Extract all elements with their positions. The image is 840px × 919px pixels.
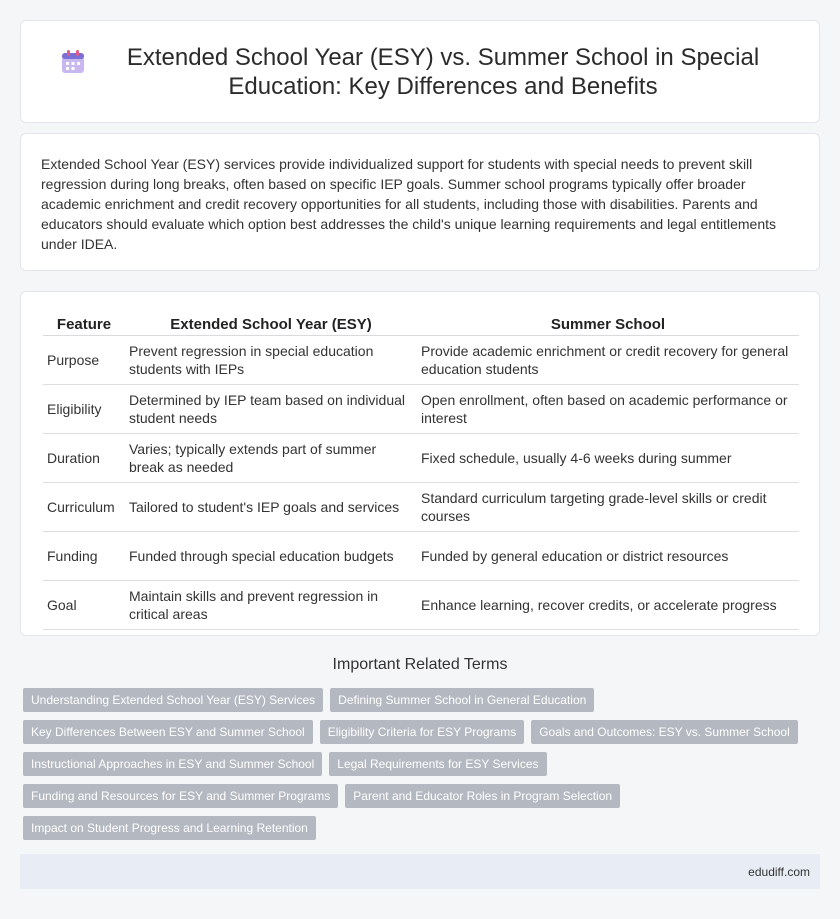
table-row (43, 483, 799, 532)
comparison-table (43, 310, 799, 630)
tag-row (23, 784, 823, 808)
cell-summer: Provide academic enrichment or credit recovery for general education students (417, 336, 799, 385)
cell-esy: Tailored to student's IEP goals and services (125, 483, 417, 532)
cell-esy: Determined by IEP team based on individual student needs (125, 385, 417, 434)
intro-text: Extended School Year (ESY) services provide individualized support for students with special needs to prevent skill regression during long breaks, often based on specific IEP goals. Summer school programs typically offer broader academic enrichment and credit recovery opportunities for all students, including those with disabilities. Parents and educators should evaluate which option best addresses the child's unique learning requirements and legal entitlements under IDEA. (41, 156, 777, 252)
header-feature: Feature (43, 310, 125, 336)
page-title: Extended School Year (ESY) vs. Summer School in Special Education: Key Differences and Benefits (126, 43, 760, 100)
cell-summer: Open enrollment, often based on academic performance or interest (417, 385, 799, 434)
related-term-tag[interactable]: Key Differences Between ESY and Summer School (23, 720, 313, 744)
footer-site-link[interactable]: edudiff.com (748, 864, 810, 879)
tag-row (23, 752, 823, 776)
related-terms-title: Important Related Terms (332, 656, 508, 673)
cell-esy: Funded through special education budgets (125, 532, 417, 581)
cell-feature: Curriculum (43, 483, 125, 532)
related-term-tag[interactable]: Defining Summer School in General Education (330, 688, 594, 712)
table-row (43, 336, 799, 385)
comparison-card (20, 291, 820, 636)
related-term-tag[interactable]: Goals and Outcomes: ESY vs. Summer School (531, 720, 798, 744)
table-header-row (43, 310, 799, 336)
table-row (43, 385, 799, 434)
related-term-tag[interactable]: Impact on Student Progress and Learning Retention (23, 816, 316, 840)
cell-summer: Enhance learning, recover credits, or accelerate progress (417, 581, 799, 630)
tag-row (23, 720, 823, 744)
calendar-icon (60, 49, 86, 75)
cell-feature: Goal (43, 581, 125, 630)
related-terms-list (23, 688, 823, 848)
table-row (43, 581, 799, 630)
header-summer: Summer School (417, 310, 799, 336)
cell-summer: Fixed schedule, usually 4-6 weeks during summer (417, 434, 799, 483)
cell-esy: Varies; typically extends part of summer break as needed (125, 434, 417, 483)
cell-feature: Purpose (43, 336, 125, 385)
cell-summer: Standard curriculum targeting grade-level skills or credit courses (417, 483, 799, 532)
intro-card (20, 133, 820, 271)
header-card (20, 20, 820, 123)
related-term-tag[interactable]: Parent and Educator Roles in Program Selection (345, 784, 620, 808)
cell-feature: Duration (43, 434, 125, 483)
cell-feature: Eligibility (43, 385, 125, 434)
related-term-tag[interactable]: Understanding Extended School Year (ESY) Services (23, 688, 323, 712)
header-inner (60, 43, 780, 101)
cell-summer: Funded by general education or district resources (417, 532, 799, 581)
tag-row (23, 688, 823, 712)
related-term-tag[interactable]: Instructional Approaches in ESY and Summer School (23, 752, 322, 776)
tag-row (23, 816, 823, 840)
footer (20, 854, 820, 889)
cell-esy: Prevent regression in special education students with IEPs (125, 336, 417, 385)
related-term-tag[interactable]: Funding and Resources for ESY and Summer Programs (23, 784, 338, 808)
cell-feature: Funding (43, 532, 125, 581)
related-term-tag[interactable]: Legal Requirements for ESY Services (329, 752, 546, 776)
cell-esy: Maintain skills and prevent regression in critical areas (125, 581, 417, 630)
table-row (43, 434, 799, 483)
header-esy: Extended School Year (ESY) (125, 310, 417, 336)
related-term-tag[interactable]: Eligibility Criteria for ESY Programs (320, 720, 525, 744)
table-row (43, 532, 799, 581)
